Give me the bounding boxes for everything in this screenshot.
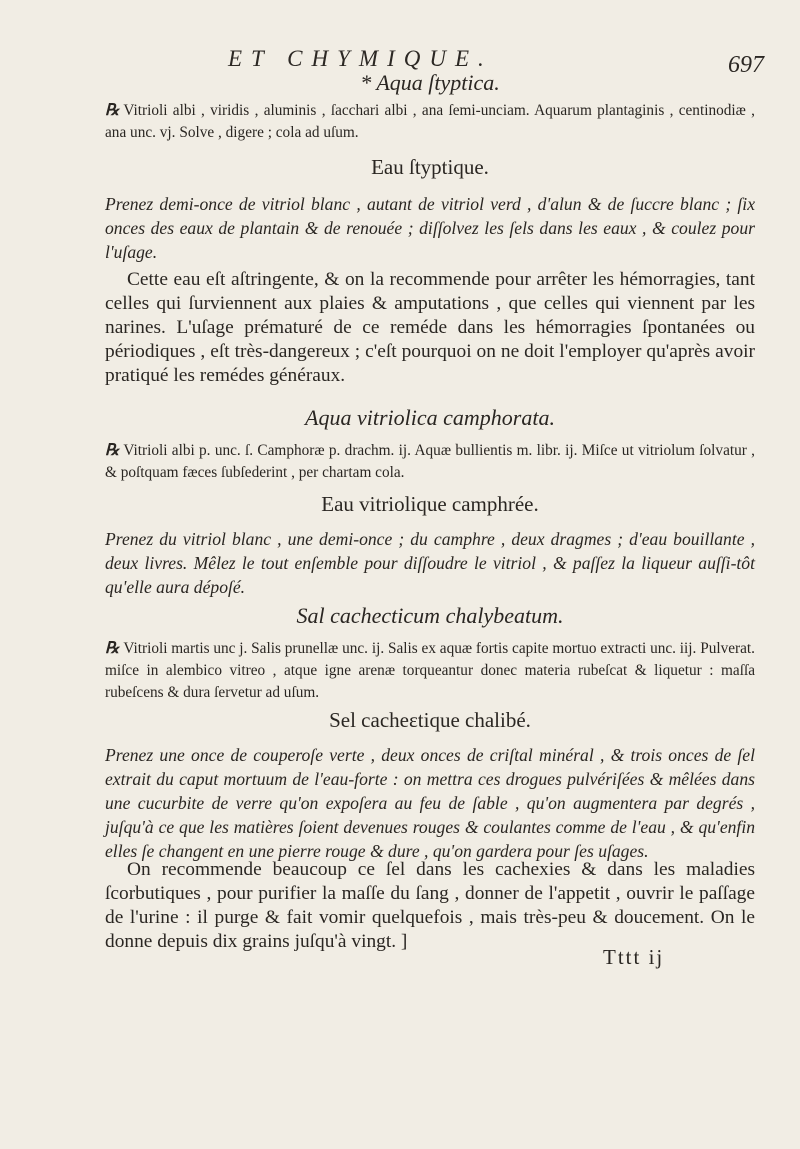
french-title-eau-styptique: Eau ſtyptique. [371, 155, 489, 179]
catchword: Tttt ij [603, 945, 665, 969]
latin-title-aqua-vitriolica: Aqua vitriolica camphorata. [305, 405, 555, 430]
commentary-3: On recommende beaucoup ce ſel dans les cachexies & dans les maladies ſcorbutiques , pour purifier la maſſe du ſang , donner de l'appetit , ouvrir le paſſage de l'urine : il purge & fait vomir quelquefois , mais très-peu & doucement. On le donne depuis dix grains juſqu'à vingt. ] [105, 859, 755, 952]
recipe-symbol: ℞ [105, 640, 120, 657]
latin-recipe-text: Vitrioli martis unc j. Salis prunellæ unc. ij. Salis ex aquæ fortis capite mortuo extracti unc. iij. Pulverat. miſce in alembico vitreo , atque igne arenæ torqueantur donec materia rubeſcat & liquetur : maſſa rubeſcens & dura ſervetur ad uſum. [105, 640, 756, 701]
latin-recipe-text: Vitrioli albi , viridis , aluminis , ſacchari albi , ana ſemi-unciam. Aquarum plantaginis , centinodiæ , ana unc. vj. Solve , digere ; cola ad uſum. [105, 102, 755, 141]
latin-recipe-2 [105, 440, 755, 484]
commentary-1: Cette eau eſt aſtringente, & on la recommende pour arrêter les hémorragies, tant celles qui ſurviennent aux plaies & amputations , que celles qui viennent par les narines. L'uſage prématuré de ce reméde dans les hémorragies ſpontanées ou périodiques , eſt très-dangereux ; c'eſt pourquoi on ne doit l'employer qu'après avoir pratiqué les remédes généraux. [105, 269, 755, 386]
recipe-symbol: ℞ [105, 442, 120, 459]
french-recipe-3: Prenez une once de couperoſe verte , deux onces de criſtal minéral , & trois onces de ſel extrait du caput mortuum de l'eau-forte : on mettra ces drogues pulvériſées & mêlées dans une cucurbite de verre qu'on expoſera au feu de ſable , qu'on augmentera par degrés , juſqu'à ce que les matières ſoient devenues rouges & coulantes comme de l'eau , & qu'enfin elles ſe changent en une pierre rouge & dure , qu'on gardera pour ſes uſages. [105, 745, 755, 861]
latin-recipe-3 [105, 638, 755, 704]
latin-title-sal-cachecticum: Sal cachecticum chalybeatum. [296, 603, 564, 628]
french-title-sel-cachectique: Sel cacheɛtique chalibé. [329, 708, 531, 732]
french-recipe-1: Prenez demi-once de vitriol blanc , autant de vitriol verd , d'alun & de ſuccre blanc ; ſix onces des eaux de plantain & de renouée ; diſſolvez les ſels dans les eaux , & coulez pour l'uſage. [105, 194, 755, 262]
latin-title-aqua-styptica: * Aqua ſtyptica. [360, 70, 500, 95]
latin-recipe-1 [105, 100, 755, 144]
running-title: ET CHYMIQUE. [228, 46, 493, 71]
latin-recipe-text: Vitrioli albi p. unc. ſ. Camphoræ p. drachm. ij. Aquæ bullientis m. libr. ij. Miſce ut vitriolum ſolvatur , & poſtquam fæces ſubſederint , per chartam cola. [105, 442, 755, 481]
french-recipe-2: Prenez du vitriol blanc , une demi-once ; du camphre , deux dragmes ; d'eau bouillante , deux livres. Mêlez le tout enſemble pour diſſoudre le vitriol , & paſſez la liqueur auſſi-tôt qu'elle aura dépoſé. [105, 529, 755, 597]
page-number: 697 [728, 52, 764, 78]
french-title-eau-vitriolique: Eau vitriolique camphrée. [321, 492, 539, 516]
recipe-symbol: ℞ [105, 102, 120, 119]
